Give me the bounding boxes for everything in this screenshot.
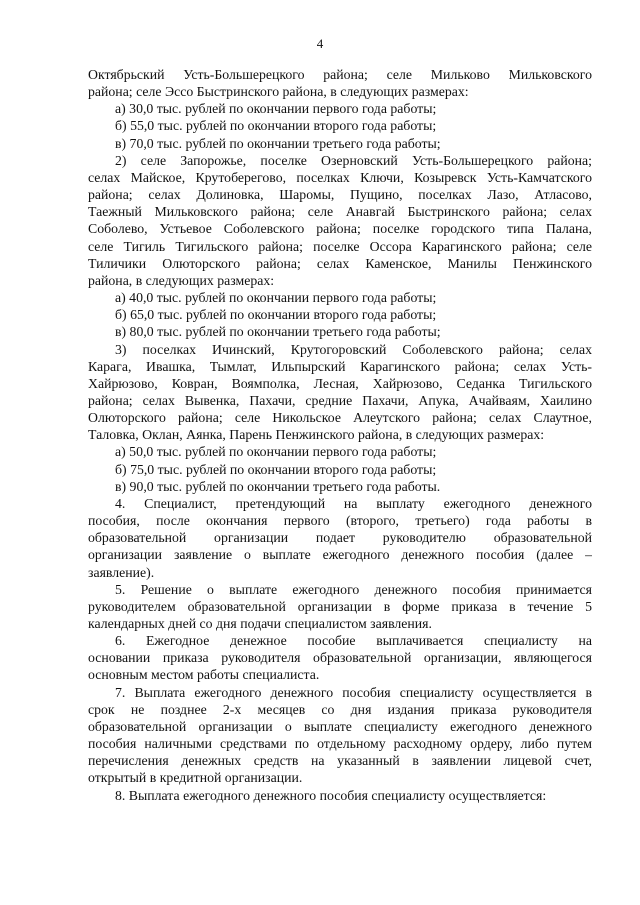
text-line: Таловка, Оклан, Аянка, Парень Пенжинского района, в следующих размерах:: [88, 427, 545, 443]
text-line: 4. Специалист, претендующий на выплату ежегодного денежного: [115, 495, 592, 511]
text-line: селах Майское, Крутоберегово, поселках Ключи, Козыревск Усть-Камчатского: [88, 169, 592, 185]
text-line: открытый в кредитной организации.: [88, 770, 303, 786]
text-line: Хайрюзово, Ковран, Воямполка, Лесная, Хайрюзово, Седанка Тигильского: [88, 375, 592, 391]
text-line: пособия наличными средствами по отдельному расходному ордеру, либо путем: [88, 736, 592, 752]
document-body: [88, 66, 592, 804]
text-line: района, в следующих размерах:: [88, 272, 275, 288]
text-line: района; селах Вывенка, Пахачи, средние Пахачи, Апука, Ачайваям, Хаилино: [88, 392, 592, 408]
text-line: Тиличики Олюторского района; селах Каменское, Манилы Пенжинского: [88, 255, 592, 271]
text-line: 7. Выплата ежегодного денежного пособия специалисту осуществляется в: [115, 684, 592, 700]
text-line: в) 70,0 тыс. рублей по окончании третьего года работы;: [115, 135, 441, 151]
text-line: а) 50,0 тыс. рублей по окончании первого года работы;: [115, 444, 437, 460]
text-line: основании приказа руководителя образовательной организации, являющегося: [88, 650, 592, 666]
text-line: Олюторского района; селе Никольское Алеутского района; селах Слаутное,: [88, 410, 592, 426]
text-line: образовательной организации о выплате специалисту ежегодного денежного: [88, 718, 592, 734]
text-line: в) 90,0 тыс. рублей по окончании третьего года работы.: [115, 478, 441, 494]
text-line: календарных дней со дня подачи специалистом заявления.: [88, 616, 432, 631]
text-line: 2) селе Запорожье, поселке Озерновский Усть-Большерецкого района;: [115, 152, 592, 168]
text-line: образовательной организации подает руководителю образовательной: [88, 530, 592, 546]
text-line: срок не позднее 2-х месяцев со дня издания приказа руководителя: [88, 701, 592, 717]
text-line: 6. Ежегодное денежное пособие выплачивается специалисту на: [115, 633, 592, 649]
text-line: Октябрьский Усть-Большерецкого района; селе Мильково Мильковского: [88, 67, 592, 82]
text-line: Соболево, Устьевое Соболевского района; поселке городского типа Палана,: [88, 221, 592, 237]
text-line: а) 40,0 тыс. рублей по окончании первого года работы;: [115, 290, 437, 306]
text-line: Карага, Ивашка, Тымлат, Ильпырский Карагинского района; селах Усть-: [88, 358, 592, 374]
text-line: а) 30,0 тыс. рублей по окончании первого года работы;: [115, 101, 437, 117]
text-line: района; селах Долиновка, Шаромы, Пущино, поселках Лазо, Атласово,: [88, 187, 592, 203]
text-line: б) 75,0 тыс. рублей по окончании второго года работы;: [115, 461, 437, 477]
text-line: б) 65,0 тыс. рублей по окончании второго года работы;: [115, 307, 437, 323]
text-line: в) 80,0 тыс. рублей по окончании третьего года работы;: [115, 324, 441, 340]
text-line: организации заявление о выплате ежегодного денежного пособия (далее –: [88, 547, 592, 563]
page-number: 4: [316, 36, 324, 51]
text-line: 8. Выплата ежегодного денежного пособия специалисту осуществляется:: [115, 787, 547, 803]
text-line: 5. Решение о выплате ежегодного денежного пособия принимается: [115, 581, 592, 597]
text-line: селе Тигиль Тигильского района; поселке Оссора Карагинского района; селе: [88, 238, 592, 254]
text-line: перечисления денежных средств на указанный в заявлении лицевой счет,: [88, 753, 592, 769]
text-line: пособия, после окончания первого (второго, третьего) года работы в: [88, 513, 592, 529]
text-line: руководителем образовательной организации в форме приказа в течение 5: [88, 598, 592, 614]
text-line: заявление).: [88, 564, 155, 580]
text-line: 3) поселках Ичинский, Крутогоровский Соболевского района; селах: [115, 341, 592, 357]
text-line: района; селе Эссо Быстринского района, в следующих размерах:: [88, 84, 469, 100]
text-line: б) 55,0 тыс. рублей по окончании второго года работы;: [115, 118, 437, 134]
text-line: основным местом работы специалиста.: [88, 667, 320, 683]
text-line: Таежный Мильковского района; селе Анавгай Быстринского района; селах: [88, 204, 592, 220]
